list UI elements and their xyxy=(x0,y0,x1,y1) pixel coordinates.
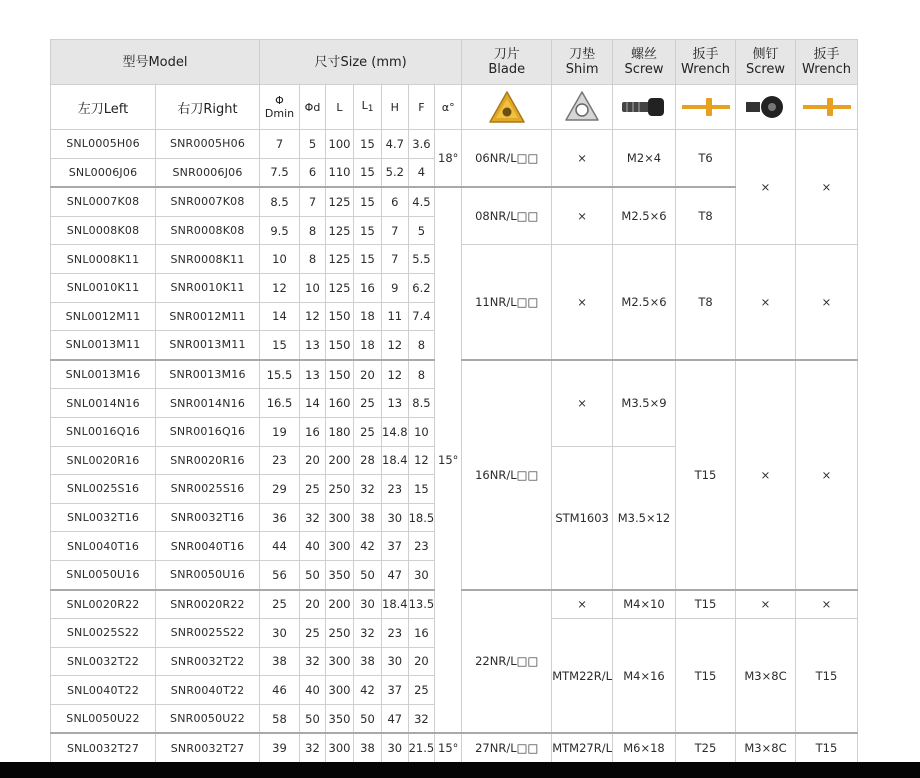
right-model: SNR0050U16 xyxy=(156,560,260,589)
wrench-value: T15 xyxy=(676,360,736,590)
right-model: SNR0016Q16 xyxy=(156,417,260,446)
screw-value: M6×18 xyxy=(613,733,676,762)
header-wrench-2: 扳手 Wrench xyxy=(796,40,858,85)
header-size: 尺寸Size (mm) xyxy=(260,40,462,85)
wrench2-value: × xyxy=(796,360,858,590)
shim-icon xyxy=(564,89,600,125)
subheader-alpha: α° xyxy=(435,85,462,130)
F-value: 16 xyxy=(408,619,435,648)
dmin-value: 25 xyxy=(260,590,300,619)
left-model: SNL0008K11 xyxy=(51,245,156,274)
blade-value: 08NR/L□□ xyxy=(462,187,552,245)
left-model: SNL0008K08 xyxy=(51,216,156,245)
right-model: SNR0008K08 xyxy=(156,216,260,245)
dmin-value: 15.5 xyxy=(260,360,300,389)
L1-value: 16 xyxy=(354,273,382,302)
dmin-value: 14 xyxy=(260,302,300,331)
right-model: SNR0006J06 xyxy=(156,158,260,187)
L1-value: 50 xyxy=(354,704,382,733)
d-value: 40 xyxy=(300,676,326,705)
shim-value: × xyxy=(552,130,613,188)
d-value: 40 xyxy=(300,532,326,561)
L-value: 150 xyxy=(326,331,354,360)
wrench-image-cell xyxy=(676,85,736,130)
H-value: 18.4 xyxy=(382,446,409,475)
subheader-row xyxy=(51,85,858,130)
torx-wrench-icon xyxy=(680,95,732,119)
L-value: 300 xyxy=(326,503,354,532)
right-model: SNR0012M11 xyxy=(156,302,260,331)
left-model: SNL0012M11 xyxy=(51,302,156,331)
left-model: SNL0007K08 xyxy=(51,187,156,216)
d-value: 12 xyxy=(300,302,326,331)
wrench-value: T6 xyxy=(676,130,736,188)
blade-value: 22NR/L□□ xyxy=(462,590,552,734)
d-value: 14 xyxy=(300,389,326,418)
alpha-value: 18° xyxy=(435,130,462,188)
H-value: 30 xyxy=(382,503,409,532)
header-wrench: 扳手 Wrench xyxy=(676,40,736,85)
F-value: 5 xyxy=(408,216,435,245)
torx-wrench-icon xyxy=(801,95,853,119)
d-value: 13 xyxy=(300,360,326,389)
wrench-value: T15 xyxy=(676,619,736,734)
dmin-value: 36 xyxy=(260,503,300,532)
left-model: SNL0032T27 xyxy=(51,733,156,762)
F-value: 25 xyxy=(408,676,435,705)
header-shim: 刀垫 Shim xyxy=(552,40,613,85)
blade-value: 11NR/L□□ xyxy=(462,245,552,360)
L-value: 160 xyxy=(326,389,354,418)
L-value: 250 xyxy=(326,475,354,504)
screw-value: M2.5×6 xyxy=(613,245,676,360)
side-screw-value: M3×8C xyxy=(736,619,796,734)
right-model: SNR0014N16 xyxy=(156,389,260,418)
H-value: 30 xyxy=(382,647,409,676)
wrench-value: T8 xyxy=(676,187,736,245)
d-value: 8 xyxy=(300,245,326,274)
wrench2-value: × xyxy=(796,590,858,619)
tool-spec-table xyxy=(50,39,858,763)
L1-value: 15 xyxy=(354,130,382,159)
L1-value: 32 xyxy=(354,619,382,648)
left-model: SNL0013M11 xyxy=(51,331,156,360)
screw-image-cell xyxy=(613,85,676,130)
F-value: 21.5 xyxy=(408,733,435,762)
right-model: SNR0040T22 xyxy=(156,676,260,705)
H-value: 23 xyxy=(382,619,409,648)
dmin-value: 9.5 xyxy=(260,216,300,245)
dmin-value: 30 xyxy=(260,619,300,648)
d-value: 7 xyxy=(300,187,326,216)
F-value: 32 xyxy=(408,704,435,733)
side-screw-value: × xyxy=(736,130,796,245)
F-value: 30 xyxy=(408,560,435,589)
F-value: 15 xyxy=(408,475,435,504)
left-model: SNL0005H06 xyxy=(51,130,156,159)
screw-value: M2×4 xyxy=(613,130,676,188)
H-value: 12 xyxy=(382,331,409,360)
H-value: 13 xyxy=(382,389,409,418)
left-model: SNL0050U22 xyxy=(51,704,156,733)
L1-value: 15 xyxy=(354,216,382,245)
F-value: 3.6 xyxy=(408,130,435,159)
shim-value: MTM27R/L xyxy=(552,733,613,762)
dmin-value: 23 xyxy=(260,446,300,475)
H-value: 11 xyxy=(382,302,409,331)
side-screw-value: × xyxy=(736,360,796,590)
H-value: 12 xyxy=(382,360,409,389)
L-value: 125 xyxy=(326,245,354,274)
subheader-F: F xyxy=(408,85,435,130)
dmin-value: 39 xyxy=(260,733,300,762)
bottom-black-bar xyxy=(0,762,920,778)
L-value: 125 xyxy=(326,187,354,216)
table-row xyxy=(51,130,858,159)
left-model: SNL0040T16 xyxy=(51,532,156,561)
shim-value: × xyxy=(552,187,613,245)
L1-value: 50 xyxy=(354,560,382,589)
left-model: SNL0032T22 xyxy=(51,647,156,676)
H-value: 14.8 xyxy=(382,417,409,446)
screw-icon xyxy=(620,95,668,119)
d-value: 5 xyxy=(300,130,326,159)
right-model: SNR0010K11 xyxy=(156,273,260,302)
alpha-value: 15° xyxy=(435,733,462,762)
d-value: 20 xyxy=(300,590,326,619)
H-value: 37 xyxy=(382,676,409,705)
L1-value: 25 xyxy=(354,417,382,446)
right-model: SNR0040T16 xyxy=(156,532,260,561)
dmin-value: 56 xyxy=(260,560,300,589)
screw-value: M2.5×6 xyxy=(613,187,676,245)
L1-value: 38 xyxy=(354,503,382,532)
H-value: 9 xyxy=(382,273,409,302)
right-model: SNR0008K11 xyxy=(156,245,260,274)
H-value: 18.4 xyxy=(382,590,409,619)
left-model: SNL0040T22 xyxy=(51,676,156,705)
subheader-d: Φd xyxy=(300,85,326,130)
side-screw-image-cell xyxy=(736,85,796,130)
left-model: SNL0013M16 xyxy=(51,360,156,389)
wrench2-value: × xyxy=(796,245,858,360)
F-value: 8 xyxy=(408,360,435,389)
wrench-value: T25 xyxy=(676,733,736,762)
wrench-value: T15 xyxy=(676,590,736,619)
F-value: 4.5 xyxy=(408,187,435,216)
right-model: SNR0007K08 xyxy=(156,187,260,216)
d-value: 10 xyxy=(300,273,326,302)
right-model: SNR0013M11 xyxy=(156,331,260,360)
F-value: 20 xyxy=(408,647,435,676)
dmin-value: 46 xyxy=(260,676,300,705)
wrench2-value: T15 xyxy=(796,619,858,734)
left-model: SNL0006J06 xyxy=(51,158,156,187)
triangular-insert-icon xyxy=(487,89,527,125)
L-value: 150 xyxy=(326,302,354,331)
header-row xyxy=(51,40,858,85)
H-value: 4.7 xyxy=(382,130,409,159)
d-value: 25 xyxy=(300,475,326,504)
left-model: SNL0020R22 xyxy=(51,590,156,619)
d-value: 20 xyxy=(300,446,326,475)
side-screw-value: M3×8C xyxy=(736,733,796,762)
L1-value: 15 xyxy=(354,245,382,274)
L1-value: 32 xyxy=(354,475,382,504)
F-value: 10 xyxy=(408,417,435,446)
right-model: SNR0032T16 xyxy=(156,503,260,532)
side-screw-icon xyxy=(744,94,788,120)
right-model: SNR0032T27 xyxy=(156,733,260,762)
L1-value: 42 xyxy=(354,676,382,705)
header-blade: 刀片 Blade xyxy=(462,40,552,85)
L1-value: 20 xyxy=(354,360,382,389)
subheader-left: 左刀Left xyxy=(51,85,156,130)
H-value: 5.2 xyxy=(382,158,409,187)
subheader-H: H xyxy=(382,85,409,130)
table-row xyxy=(51,733,858,762)
right-model: SNR0013M16 xyxy=(156,360,260,389)
shim-value: × xyxy=(552,360,613,446)
d-value: 32 xyxy=(300,733,326,762)
screw-value: M4×16 xyxy=(613,619,676,734)
dmin-value: 44 xyxy=(260,532,300,561)
shim-image-cell xyxy=(552,85,613,130)
dmin-value: 8.5 xyxy=(260,187,300,216)
right-model: SNR0020R22 xyxy=(156,590,260,619)
L1-value: 25 xyxy=(354,389,382,418)
blade-value: 27NR/L□□ xyxy=(462,733,552,762)
dmin-value: 38 xyxy=(260,647,300,676)
shim-value: × xyxy=(552,245,613,360)
H-value: 23 xyxy=(382,475,409,504)
shim-value: × xyxy=(552,590,613,619)
F-value: 13.5 xyxy=(408,590,435,619)
left-model: SNL0020R16 xyxy=(51,446,156,475)
L-value: 300 xyxy=(326,647,354,676)
L1-value: 15 xyxy=(354,187,382,216)
H-value: 7 xyxy=(382,216,409,245)
dmin-value: 19 xyxy=(260,417,300,446)
dmin-value: 12 xyxy=(260,273,300,302)
dmin-value: 7.5 xyxy=(260,158,300,187)
shim-value: STM1603 xyxy=(552,446,613,589)
d-value: 6 xyxy=(300,158,326,187)
dmin-value: 29 xyxy=(260,475,300,504)
dmin-value: 16.5 xyxy=(260,389,300,418)
F-value: 6.2 xyxy=(408,273,435,302)
L-value: 200 xyxy=(326,590,354,619)
dmin-value: 7 xyxy=(260,130,300,159)
L-value: 350 xyxy=(326,560,354,589)
dmin-value: 58 xyxy=(260,704,300,733)
L-value: 350 xyxy=(326,704,354,733)
d-value: 8 xyxy=(300,216,326,245)
F-value: 18.5 xyxy=(408,503,435,532)
side-screw-value: × xyxy=(736,590,796,619)
L1-value: 18 xyxy=(354,331,382,360)
H-value: 6 xyxy=(382,187,409,216)
left-model: SNL0014N16 xyxy=(51,389,156,418)
right-model: SNR0025S16 xyxy=(156,475,260,504)
dmin-value: 10 xyxy=(260,245,300,274)
F-value: 5.5 xyxy=(408,245,435,274)
subheader-L: L xyxy=(326,85,354,130)
screw-value: M4×10 xyxy=(613,590,676,619)
shim-value: MTM22R/L xyxy=(552,619,613,734)
L-value: 300 xyxy=(326,532,354,561)
left-model: SNL0025S22 xyxy=(51,619,156,648)
F-value: 8 xyxy=(408,331,435,360)
H-value: 7 xyxy=(382,245,409,274)
right-model: SNR0050U22 xyxy=(156,704,260,733)
screw-value: M3.5×9 xyxy=(613,360,676,446)
F-value: 12 xyxy=(408,446,435,475)
L1-value: 18 xyxy=(354,302,382,331)
header-side-screw: 侧钉 Screw xyxy=(736,40,796,85)
L-value: 250 xyxy=(326,619,354,648)
left-model: SNL0025S16 xyxy=(51,475,156,504)
L-value: 125 xyxy=(326,216,354,245)
F-value: 23 xyxy=(408,532,435,561)
d-value: 50 xyxy=(300,704,326,733)
left-model: SNL0016Q16 xyxy=(51,417,156,446)
L-value: 200 xyxy=(326,446,354,475)
subheader-right: 右刀Right xyxy=(156,85,260,130)
L-value: 300 xyxy=(326,733,354,762)
right-model: SNR0032T22 xyxy=(156,647,260,676)
L1-value: 38 xyxy=(354,733,382,762)
subheader-dmin: Φ Dmin xyxy=(260,85,300,130)
H-value: 47 xyxy=(382,560,409,589)
F-value: 7.4 xyxy=(408,302,435,331)
L-value: 110 xyxy=(326,158,354,187)
d-value: 32 xyxy=(300,503,326,532)
H-value: 47 xyxy=(382,704,409,733)
d-value: 16 xyxy=(300,417,326,446)
F-value: 4 xyxy=(408,158,435,187)
L1-value: 30 xyxy=(354,590,382,619)
d-value: 13 xyxy=(300,331,326,360)
left-model: SNL0032T16 xyxy=(51,503,156,532)
L-value: 150 xyxy=(326,360,354,389)
screw-value: M3.5×12 xyxy=(613,446,676,589)
wrench2-value: × xyxy=(796,130,858,245)
wrench-value: T8 xyxy=(676,245,736,360)
blade-value: 16NR/L□□ xyxy=(462,360,552,590)
right-model: SNR0005H06 xyxy=(156,130,260,159)
header-screw: 螺丝 Screw xyxy=(613,40,676,85)
L1-value: 28 xyxy=(354,446,382,475)
alpha-value: 15° xyxy=(435,187,462,733)
right-model: SNR0025S22 xyxy=(156,619,260,648)
left-model: SNL0010K11 xyxy=(51,273,156,302)
header-model: 型号Model xyxy=(51,40,260,85)
L-value: 180 xyxy=(326,417,354,446)
H-value: 37 xyxy=(382,532,409,561)
wrench2-image-cell xyxy=(796,85,858,130)
subheader-L1: $L_1$ xyxy=(354,85,382,130)
L-value: 300 xyxy=(326,676,354,705)
d-value: 50 xyxy=(300,560,326,589)
right-model: SNR0020R16 xyxy=(156,446,260,475)
L1-value: 15 xyxy=(354,158,382,187)
F-value: 8.5 xyxy=(408,389,435,418)
L-value: 100 xyxy=(326,130,354,159)
blade-value: 06NR/L□□ xyxy=(462,130,552,188)
L-value: 125 xyxy=(326,273,354,302)
L1-value: 42 xyxy=(354,532,382,561)
L1-value: 38 xyxy=(354,647,382,676)
dmin-value: 15 xyxy=(260,331,300,360)
H-value: 30 xyxy=(382,733,409,762)
wrench2-value: T15 xyxy=(796,733,858,762)
blade-image-cell xyxy=(462,85,552,130)
d-value: 25 xyxy=(300,619,326,648)
left-model: SNL0050U16 xyxy=(51,560,156,589)
side-screw-value: × xyxy=(736,245,796,360)
d-value: 32 xyxy=(300,647,326,676)
